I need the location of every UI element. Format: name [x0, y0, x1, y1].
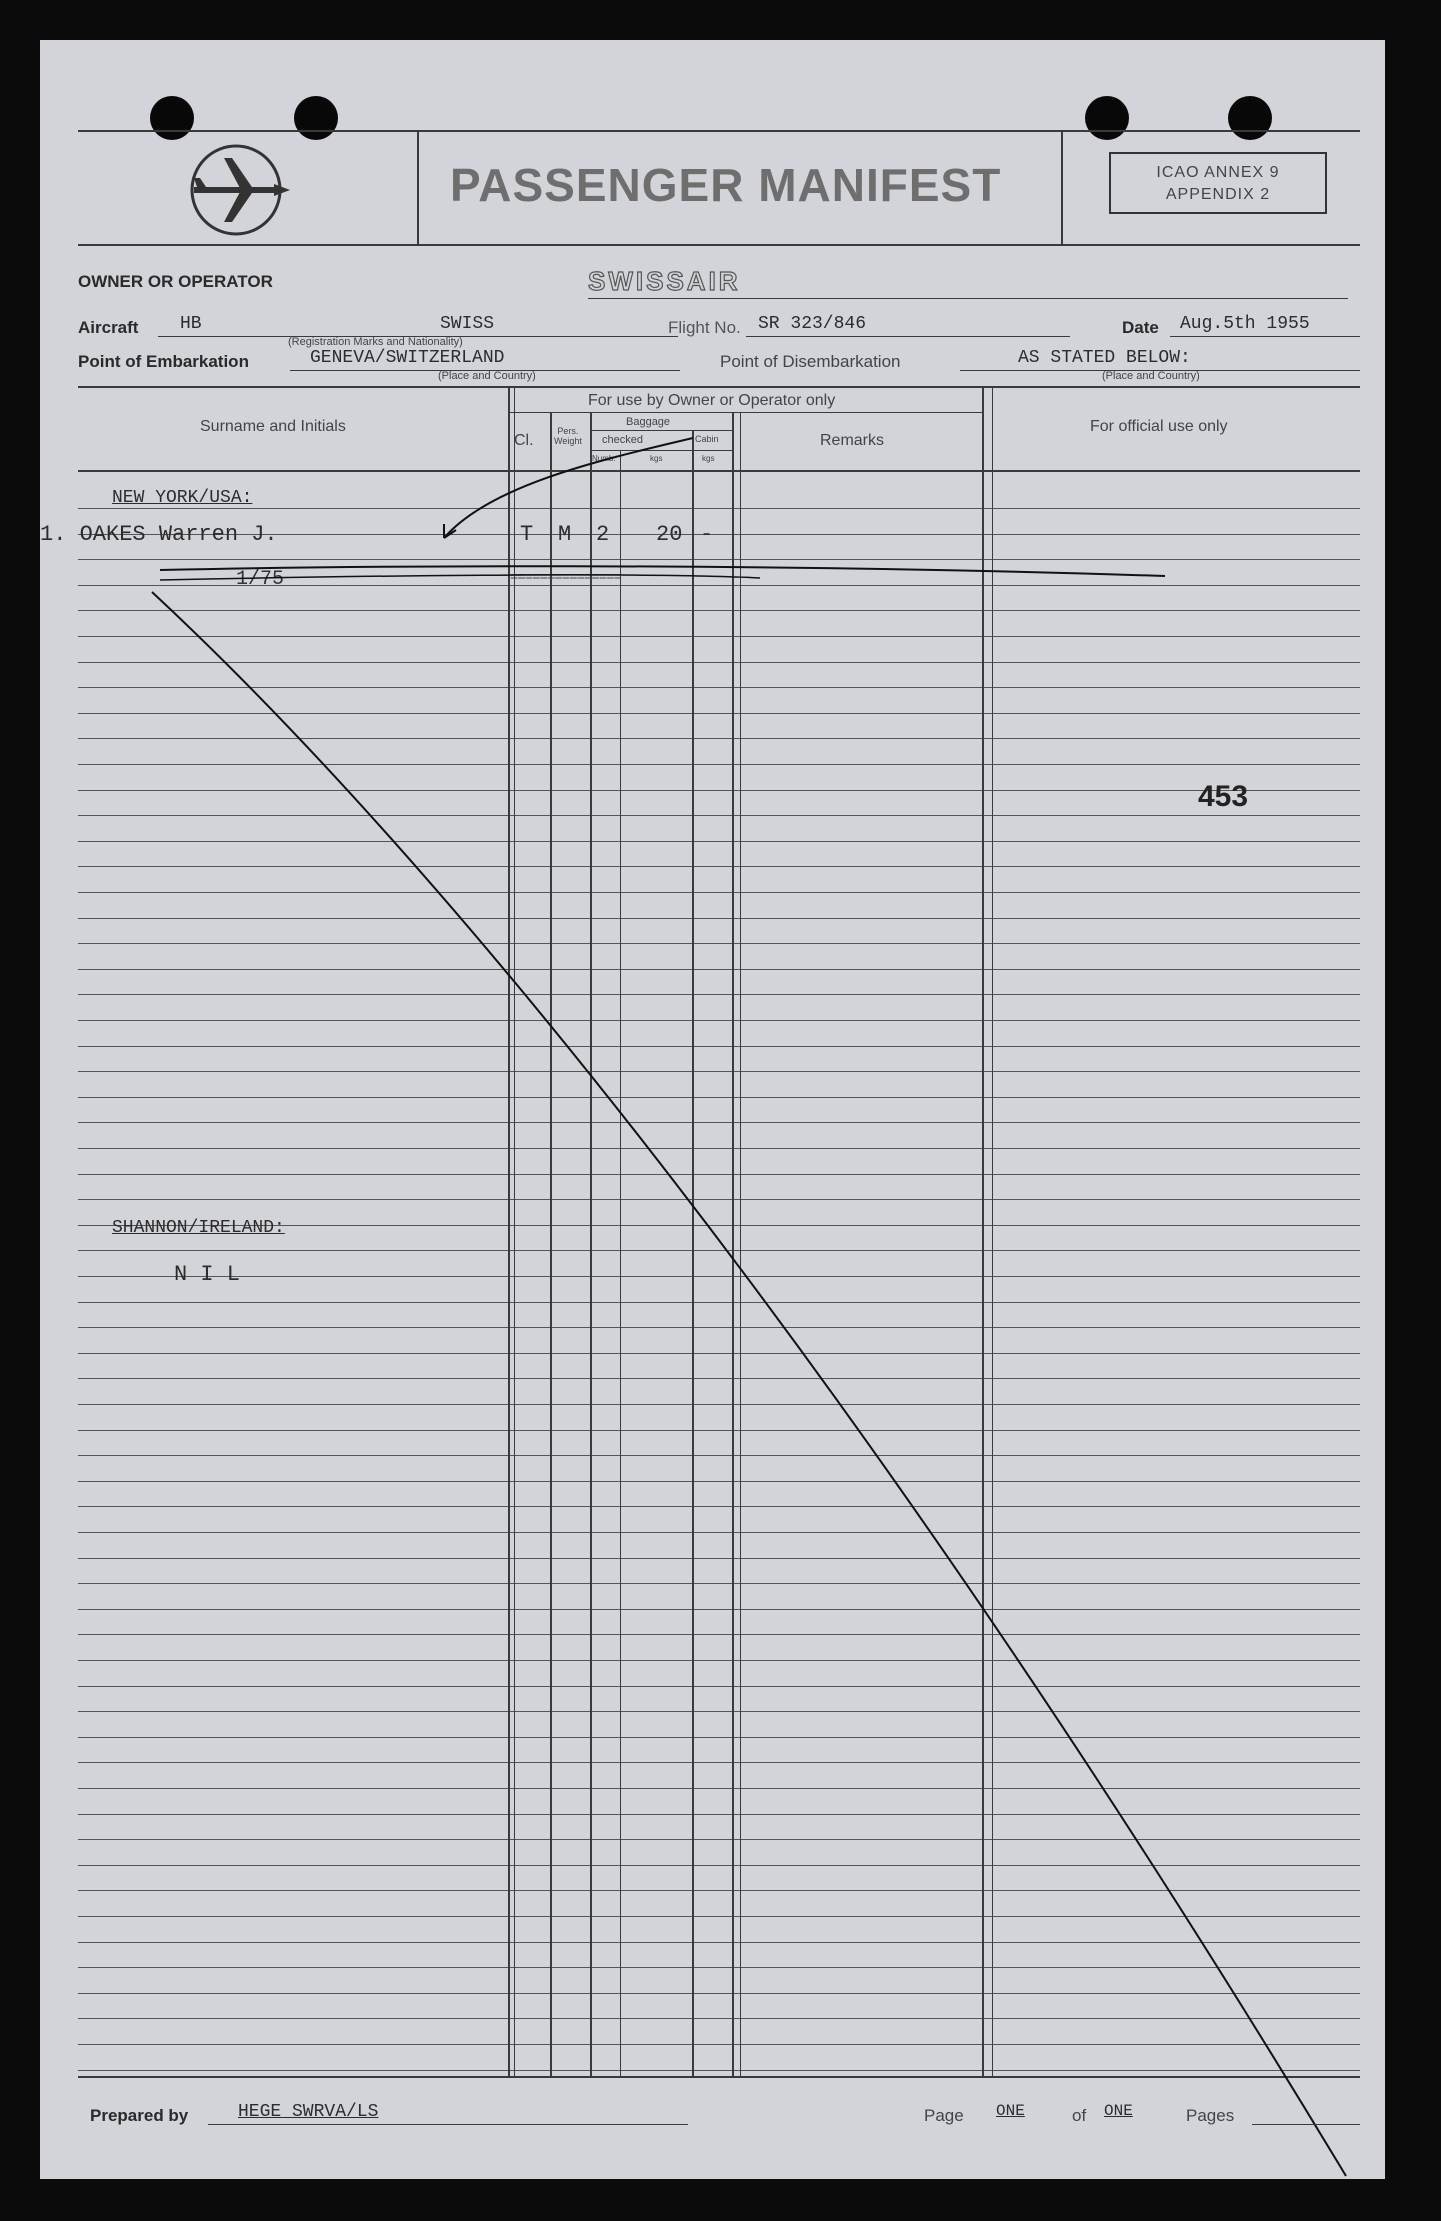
cabin-baggage: -: [700, 522, 714, 547]
icao-appendix-label: APPENDIX 2: [1165, 186, 1271, 203]
pen-strokes: [40, 40, 1385, 2179]
destination-shannon: SHANNON/IRELAND:: [112, 1218, 285, 1238]
of-label: of: [1072, 2106, 1087, 2125]
name-underline-stroke: [160, 566, 1165, 576]
handwritten-note: 1/75: [236, 568, 285, 591]
diagonal-cancel-line: [152, 592, 1346, 2176]
place-note-2: (Place and Country): [1102, 370, 1200, 382]
of-value: ONE: [1104, 2102, 1133, 2120]
date-value: Aug.5th 1955: [1180, 314, 1310, 334]
page-label: Page: [924, 2106, 964, 2125]
stamp-number: 453: [1198, 780, 1249, 813]
nationality-value: SWISS: [440, 314, 495, 334]
flight-label: Flight No.: [668, 318, 741, 337]
manifest-sheet: [40, 40, 1385, 2179]
operator-use-header: For use by Owner or Operator only: [588, 392, 836, 409]
aircraft-label: Aircraft: [78, 318, 139, 337]
owner-value: SWISSAIR: [588, 266, 741, 296]
place-note: (Place and Country): [438, 370, 536, 382]
date-label: Date: [1122, 318, 1159, 337]
passenger-class: T: [520, 522, 534, 547]
page-value: ONE: [996, 2102, 1025, 2120]
prepared-by-label: Prepared by: [90, 2106, 189, 2125]
baggage-kgs: 20: [656, 522, 683, 547]
embarkation-label: Point of Embarkation: [78, 352, 249, 371]
pers-weight-header: Pers. Weight: [554, 426, 582, 446]
kgs-header: kgs: [650, 454, 663, 463]
baggage-header: Baggage: [626, 416, 671, 428]
remarks-column-header: Remarks: [820, 432, 885, 449]
aircraft-value: HB: [180, 314, 202, 334]
prepared-underline: [208, 2124, 688, 2125]
disembarkation-label: Point of Disembarkation: [720, 352, 901, 371]
checked-header: checked: [602, 434, 643, 446]
official-use-header: For official use only: [1090, 418, 1228, 435]
arrow-stroke: [444, 438, 693, 538]
passenger-name: 1. OAKES Warren J.: [40, 522, 278, 547]
nil-entry: N I L: [174, 1262, 241, 1287]
form-title: PASSENGER MANIFEST: [450, 159, 1002, 211]
flight-value: SR 323/846: [758, 314, 867, 334]
pages-underline: [1252, 2124, 1360, 2125]
owner-label: OWNER OR OPERATOR: [78, 272, 273, 291]
disembarkation-value: AS STATED BELOW:: [1018, 348, 1191, 368]
name-underline-stroke-2: [160, 575, 760, 580]
cabin-header: Cabin: [695, 434, 719, 444]
class-column-header: Cl.: [514, 432, 534, 449]
baggage-number: 2: [596, 522, 610, 547]
surname-column-header: Surname and Initials: [200, 418, 346, 435]
number-header: Numb.: [592, 454, 616, 463]
embarkation-value: GENEVA/SWITZERLAND: [310, 348, 505, 368]
double-dash-row: ===============: [510, 570, 622, 586]
prepared-by-value: HEGE SWRVA/LS: [238, 2102, 379, 2122]
pages-label: Pages: [1186, 2106, 1235, 2125]
icao-annex-label: ICAO ANNEX 9: [1156, 164, 1280, 181]
passenger-weight: M: [558, 522, 572, 547]
cabin-kgs-header: kgs: [702, 454, 715, 463]
registration-note: (Registration Marks and Nationality): [288, 336, 463, 348]
destination-new-york: NEW YORK/USA:: [112, 488, 253, 508]
